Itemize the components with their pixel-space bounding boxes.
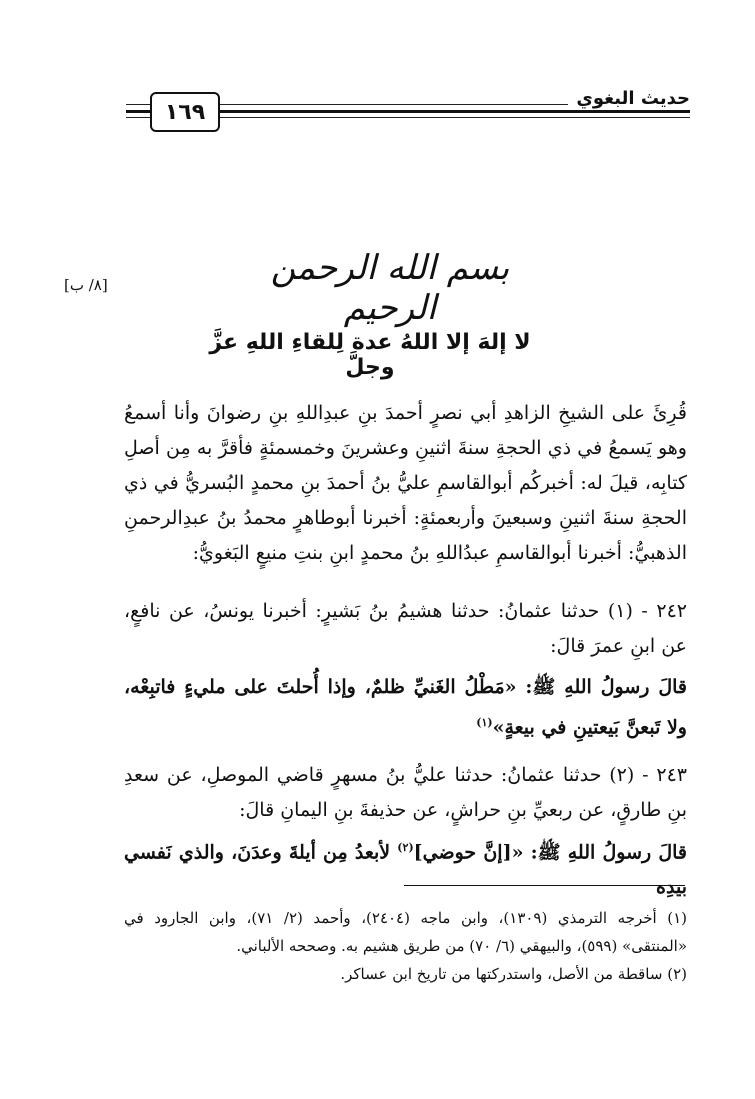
basmala-calligraphy: بسم الله الرحمن الرحيم xyxy=(270,248,510,328)
footnote-1: (١) أخرجه الترمذي (١٣٠٩)، وابن ماجه (٢٤٠٤)، وأحمد (٢/ ٧١)، وابن الجارود في «المنتقى» (٥٩٩)، والبيهقي (٦/ ٧٠) من طريق هشيم به. وصححه الألباني. xyxy=(124,909,688,955)
hadith-243-chain: ٢٤٣ - (٢) حدثنا عثمانُ: حدثنا عليُّ بنُ مسهرٍ قاضي الموصلِ، عن سعدِ بنِ طارقٍ، عن ربعيِّ بنِ حراشٍ، عن حذيفةَ بنِ اليمانِ قالَ: xyxy=(124,764,687,821)
page-header xyxy=(126,86,690,134)
hadith-242-text-block xyxy=(124,670,687,745)
isnad-text: قُرِئَ على الشيخِ الزاهدِ أبي نصرٍ أحمدَ بنِ عبدِاللهِ بنِ رضوانَ وأنا أسمعُ وهو يَسمعُ في ذي الحجةِ سنةَ اثنينِ وعشرينَ وخمسمئةٍ فأقرَّ به مِن أصلِ كتابِه، قيلَ له: أخبركُم أبوالقاسمِ عليُّ بنُ أحمدَ بنِ محمدٍ البُسريُّ في ذي الحجةِ سنةَ اثنينِ وسبعينَ وأربعمئةٍ: أخبرنا أبوطاهرٍ محمدُ بنُ عبدِالرحمنِ الذهبيُّ: أخبرنا أبوالقاسمِ عبدُاللهِ بنُ محمدٍ ابنِ بنتِ منيعٍ البَغويُّ: xyxy=(124,402,687,564)
running-title: حديث البغوي xyxy=(568,88,690,109)
hadith-242-text: قالَ رسولُ اللهِ ﷺ: «مَطْلُ الغَنيِّ ظلمٌ، وإذا أُحلتَ على مليءٍ فاتبِعْه، ولا تَبعنَّ بَيعتينِ في بيعةٍ» xyxy=(124,676,687,739)
hadith-242-chain: ٢٤٢ - (١) حدثنا عثمانُ: حدثنا هشيمُ بنُ بَشيرٍ: أخبرنا يونسُ، عن نافعٍ، عن ابنِ عمرَ قالَ: xyxy=(124,600,687,657)
chapter-title: لا إلهَ إلا اللهُ عدة لِلقاءِ اللهِ عزَّ وجلَّ xyxy=(209,330,531,380)
footnote-ref-1[interactable]: (١) xyxy=(476,716,493,729)
footnote-2: (٢) ساقطة من الأصل، واستدركتها من تاريخ ابن عساكر. xyxy=(340,965,687,983)
hadith-243-text-block xyxy=(124,830,687,905)
manuscript-folio-note: [٨/ ب] xyxy=(64,276,108,294)
hadith-243-text-start: قالَ رسولُ اللهِ ﷺ: «[إنَّ حوضي] xyxy=(413,841,688,864)
footnote-separator xyxy=(404,885,685,886)
hadith-243 xyxy=(124,758,687,905)
footnote-ref-2[interactable]: (٢) xyxy=(397,841,414,854)
page-number: ١٦٩ xyxy=(150,92,220,132)
hadith-243-text-end: لأبعدُ مِن أيلةَ وعدَنَ، والذي نَفسي بيدِه xyxy=(124,841,687,899)
isnad-paragraph xyxy=(124,396,687,571)
footnotes xyxy=(124,904,687,988)
hadith-242 xyxy=(124,594,687,745)
